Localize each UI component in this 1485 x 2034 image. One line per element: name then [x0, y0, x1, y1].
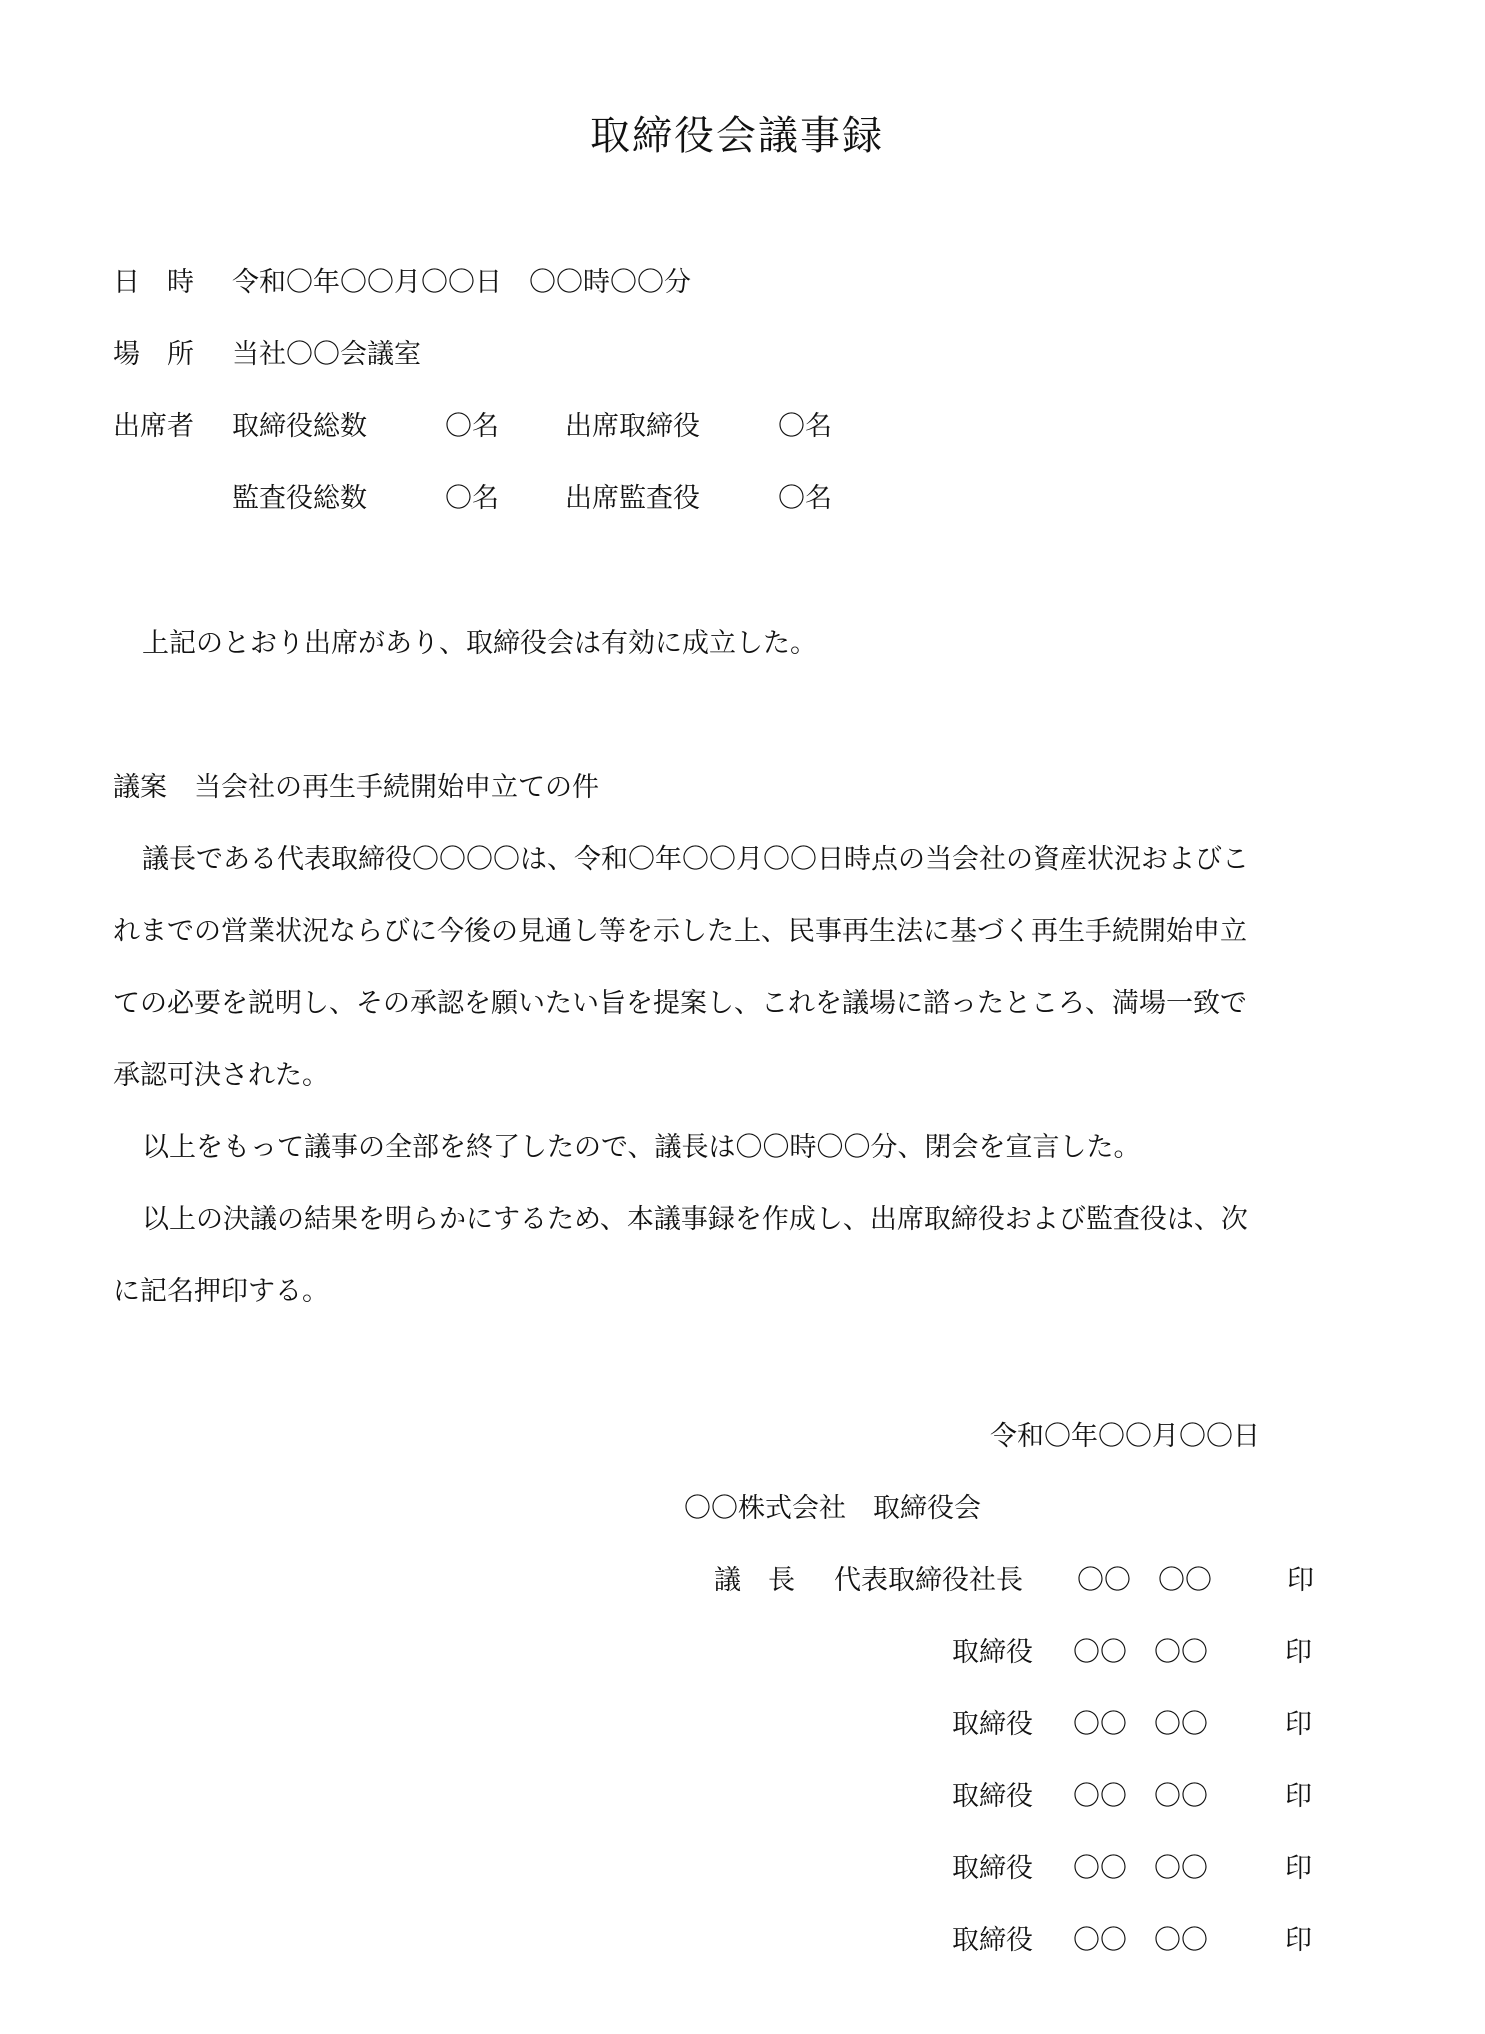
body-line: 議長である代表取締役〇〇〇〇は、令和〇年〇〇月〇〇日時点の当会社の資産状況およびこ [142, 844, 1249, 875]
directors-present-label: 出席取締役 [565, 411, 700, 442]
seal-mark: 印 [1285, 1853, 1312, 1884]
seal-mark: 印 [1287, 1565, 1314, 1596]
director-name: 〇〇 〇〇 [1073, 1709, 1208, 1740]
quorum-statement: 上記のとおり出席があり、取締役会は有効に成立した。 [142, 628, 817, 659]
document-title: 取締役会議事録 [590, 113, 884, 159]
auditors-present-value: 〇名 [778, 483, 832, 514]
auditors-total-label: 監査役総数 [232, 483, 367, 514]
attendance-label: 出席者 [113, 411, 194, 442]
chair-title: 代表取締役社長 [834, 1565, 1023, 1596]
agenda-title: 議案 当会社の再生手続開始申立ての件 [113, 772, 599, 803]
seal-mark: 印 [1285, 1637, 1312, 1668]
place-value: 当社〇〇会議室 [232, 339, 421, 370]
directors-total-value: 〇名 [445, 411, 499, 442]
chair-label: 議 長 [714, 1565, 795, 1596]
seal-mark: 印 [1285, 1925, 1312, 1956]
body-line: 承認可決された。 [113, 1060, 329, 1091]
body-line: に記名押印する。 [113, 1276, 329, 1307]
body-line: れまでの営業状況ならびに今後の見通し等を示した上、民事再生法に基づく再生手続開始申立 [113, 916, 1247, 947]
director-name: 〇〇 〇〇 [1073, 1637, 1208, 1668]
director-name: 〇〇 〇〇 [1073, 1853, 1208, 1884]
director-name: 〇〇 〇〇 [1073, 1781, 1208, 1812]
datetime-value: 令和〇年〇〇月〇〇日 〇〇時〇〇分 [232, 267, 691, 298]
director-name: 〇〇 〇〇 [1073, 1925, 1208, 1956]
body-line: ての必要を説明し、その承認を願いたい旨を提案し、これを議場に諮ったところ、満場一致で [113, 988, 1247, 1019]
directors-total-label: 取締役総数 [232, 411, 367, 442]
auditors-total-value: 〇名 [445, 483, 499, 514]
auditors-present-label: 出席監査役 [565, 483, 700, 514]
place-label: 場 所 [113, 339, 194, 370]
director-label: 取締役 [952, 1637, 1033, 1668]
director-label: 取締役 [952, 1853, 1033, 1884]
directors-present-value: 〇名 [778, 411, 832, 442]
body-line: 以上をもって議事の全部を終了したので、議長は〇〇時〇〇分、閉会を宣言した。 [142, 1132, 1141, 1163]
director-label: 取締役 [952, 1925, 1033, 1956]
body-line: 以上の決議の結果を明らかにするため、本議事録を作成し、出席取締役および監査役は、次 [142, 1204, 1248, 1235]
seal-mark: 印 [1285, 1709, 1312, 1740]
company-name: 〇〇株式会社 取締役会 [684, 1493, 981, 1524]
seal-mark: 印 [1285, 1781, 1312, 1812]
datetime-label: 日 時 [113, 267, 194, 298]
director-label: 取締役 [952, 1781, 1033, 1812]
signature-date: 令和〇年〇〇月〇〇日 [990, 1421, 1260, 1452]
director-label: 取締役 [952, 1709, 1033, 1740]
chair-name: 〇〇 〇〇 [1077, 1565, 1212, 1596]
